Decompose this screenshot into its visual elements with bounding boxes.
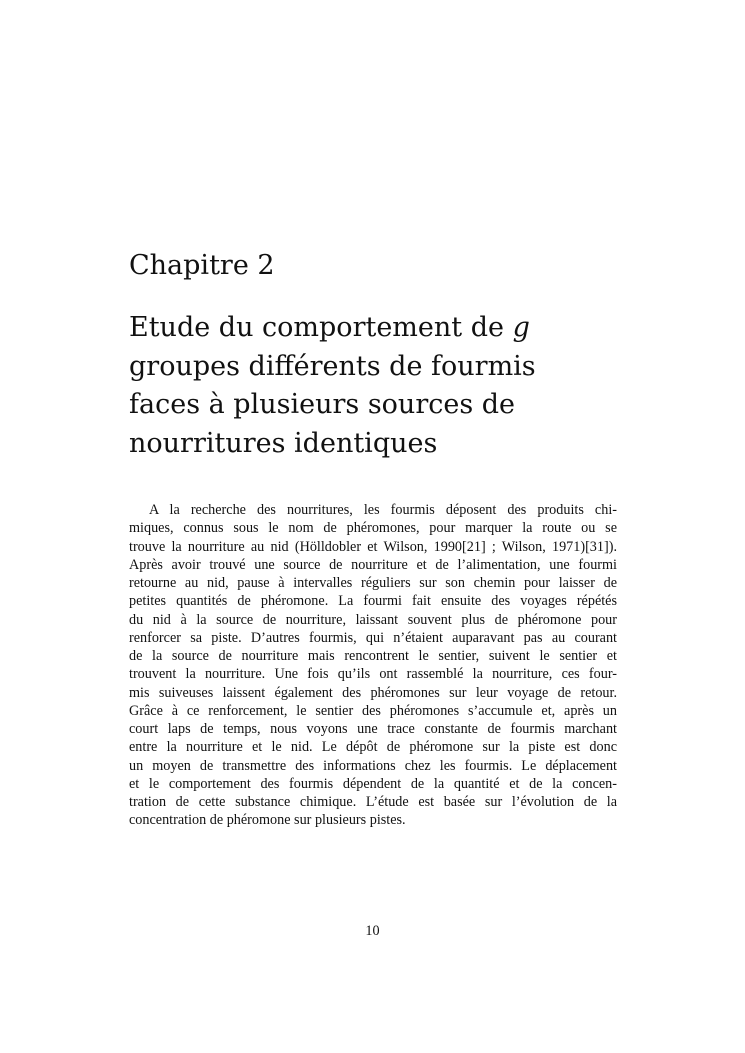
paragraph-line: miques, connus sous le nom de phéromones, pour marquer la route ou se	[129, 520, 617, 537]
chapter-title-line: nourritures identiques	[129, 427, 438, 459]
paragraph-line: entre la nourriture et le nid. Le dépôt de phéromone sur la piste est donc	[129, 739, 617, 756]
paragraph-line: mis suiveuses laissent également des phéromones sur leur voyage de retour.	[129, 684, 617, 701]
paragraph-line: de la source de nourriture mais rencontrent le sentier, suivent le sentier et	[129, 648, 617, 664]
chapter-title-line: faces à plusieurs sources de	[129, 389, 516, 420]
paragraph-line: un moyen de transmettre des informations chez les fourmis. Le déplacement	[129, 757, 617, 774]
paragraph-line: Grâce à ce renforcement, le sentier des phéromones s’accumule et, après un	[129, 702, 617, 719]
paragraph-line: renforcer sa piste. D’autres fourmis, qui n’étaient auparavant pas au courant	[129, 629, 617, 646]
page-number: 10	[365, 923, 380, 939]
paragraph-line: du nid à la source de nourriture, laissant souvent plus de phéromone pour	[129, 611, 617, 628]
paragraph-line: trouve la nourriture au nid (Hölldobler et Wilson, 1990[21] ; Wilson, 1971)[31]).	[129, 538, 617, 555]
chapter-title-variable: g	[512, 312, 530, 343]
paragraph-line: retourne au nid, pause à intervalles réguliers sur son chemin pour laisser de	[129, 575, 617, 591]
paragraph-line: Après avoir trouvé une source de nourriture et de l’alimentation, une fourmi	[129, 556, 617, 573]
paragraph-line: concentration de phéromone sur plusieurs pistes.	[129, 812, 406, 829]
chapter-title-line	[129, 309, 536, 348]
paragraph-line: et le comportement des fourmis dépendent de la quantité et de la concen-	[129, 775, 617, 792]
paragraph-line: A la recherche des nourritures, les fourmis déposent des produits chi-	[149, 502, 617, 518]
chapter-title-line: groupes différents de fourmis	[129, 350, 536, 382]
paragraph-line: court laps de temps, nous voyons une trace constante de fourmis marchant	[129, 721, 617, 737]
chapter-label: Chapitre 2	[129, 250, 275, 281]
chapter-title-text: Etude du comportement de	[129, 312, 513, 343]
paragraph-line: tration de cette substance chimique. L’étude est basée sur l’évolution de la	[129, 794, 617, 810]
paragraph-line: trouvent la nourriture. Une fois qu’ils ont rassemblé la nourriture, ces four-	[129, 666, 617, 683]
chapter-title	[129, 309, 536, 463]
paragraph-line: petites quantités de phéromone. La fourmi fait ensuite des voyages répétés	[129, 593, 617, 610]
body-paragraph	[129, 501, 617, 830]
